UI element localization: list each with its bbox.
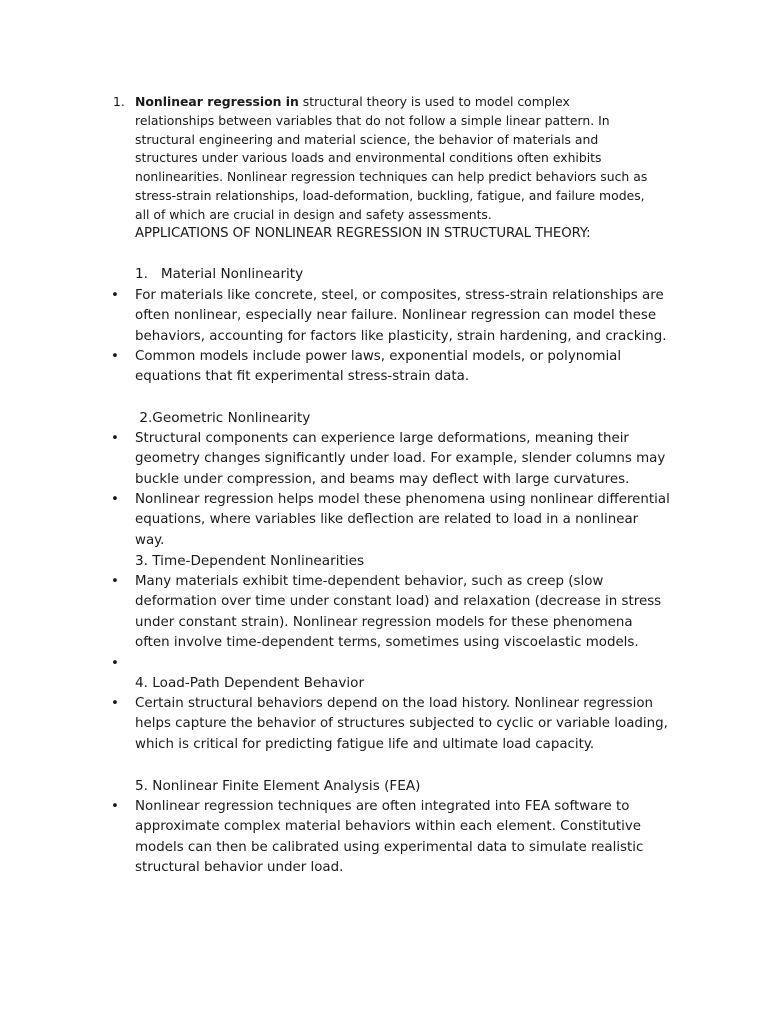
bullet-text: Nonlinear regression helps model these phenomena using nonlinear differential equations, where variables like deflection are related to load in a nonlinear way.: [135, 492, 670, 548]
list-item: [111, 572, 671, 654]
main-heading: APPLICATIONS OF NONLINEAR REGRESSION IN STRUCTURAL THEORY:: [135, 226, 591, 241]
bullet-text: Certain structural behaviors depend on the load history. Nonlinear regression helps capture the behavior of structures subjected to cyclic or variable loading, which is critical for predicting fatigue life and ultimate load capacity.: [135, 696, 668, 752]
bullet-icon: •: [111, 799, 119, 814]
section-heading-geometric-nonlinearity: 2.Geometric Nonlinearity: [135, 410, 311, 426]
list-item: [111, 490, 671, 551]
bullet-text: Many materials exhibit time-dependent behavior, such as creep (slow deformation over time under constant load) and relaxation (decrease in stress under constant strain). Nonlinear regression models for these phenomena often involve time-dependent terms, sometimes using viscoelastic models.: [135, 574, 662, 651]
bullet-icon: •: [111, 656, 119, 671]
bullet-icon: •: [111, 574, 119, 589]
bullet-icon: •: [111, 431, 119, 446]
intro-paragraph: [113, 93, 653, 225]
list-item: [111, 694, 671, 755]
section-heading-time-dependent: 3. Time-Dependent Nonlinearities: [135, 553, 365, 569]
bullet-text: Common models include power laws, exponential models, or polynomial equations that fit experimental stress-strain data.: [135, 349, 622, 385]
bullet-icon: •: [111, 492, 119, 507]
list-item: [111, 429, 671, 490]
intro-text: [135, 93, 653, 225]
bullet-icon: •: [111, 696, 119, 711]
list-item: [111, 797, 671, 879]
list-item: [111, 286, 671, 347]
bullet-text: Nonlinear regression techniques are often integrated into FEA software to approximate complex material behaviors within each element. Constitutive models can then be calibrated using experimental data to simulate realistic structural behavior under load.: [135, 799, 644, 876]
intro-body: structural theory is used to model complex relationships between variables that do not follow a simple linear pattern. In structural engineering and material science, the behavior of materials and structures under various loads and environmental conditions often exhibits nonlinearities. Nonlinear regression techniques can help predict behaviors such as stress-strain relationships, load-deformation, buckling, fatigue, and failure modes, all of which are crucial in design and safety assessments.: [135, 94, 648, 222]
bullet-icon: •: [111, 288, 119, 303]
list-item: [111, 347, 671, 388]
bullet-text: For materials like concrete, steel, or composites, stress-strain relationships are often nonlinear, especially near failure. Nonlinear regression can model these behaviors, accounting for factors like plasticity, strain hardening, and cracking.: [135, 288, 667, 344]
intro-bold-lead: Nonlinear regression in: [135, 94, 299, 109]
list-number: 1.: [113, 94, 125, 109]
section-heading-fea: 5. Nonlinear Finite Element Analysis (FEA): [135, 778, 421, 794]
bullet-text: Structural components can experience large deformations, meaning their geometry changes significantly under load. For example, slender columns may buckle under compression, and beams may deflect with large curvatures.: [135, 431, 666, 487]
section-heading-load-path: 4. Load-Path Dependent Behavior: [135, 675, 365, 691]
section-heading-material-nonlinearity: 1. Material Nonlinearity: [135, 266, 304, 282]
bullet-icon: •: [111, 349, 119, 364]
